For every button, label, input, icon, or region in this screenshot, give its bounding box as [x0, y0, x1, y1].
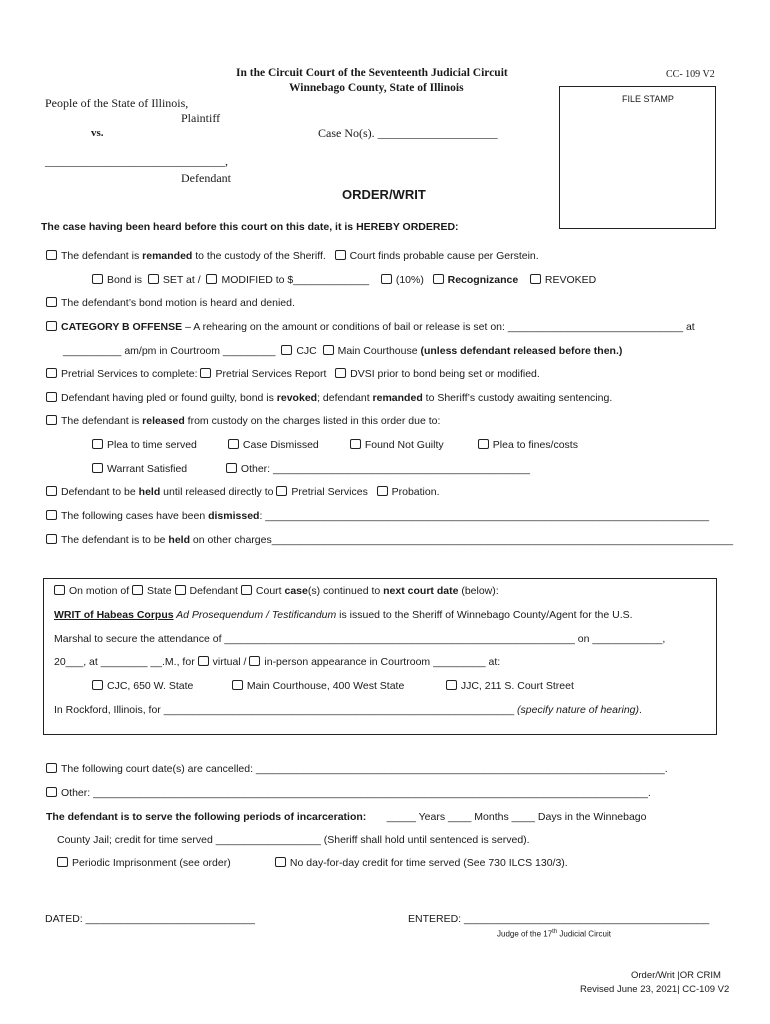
plea-fines-checkbox[interactable] — [478, 439, 489, 449]
file-stamp-box — [559, 86, 716, 229]
held-row — [46, 486, 440, 498]
dismissed-text-2: dismissed — [208, 510, 260, 522]
released-text-1: The defendant is — [61, 415, 143, 427]
other-checkbox[interactable] — [46, 787, 57, 797]
hearing-nature-row — [54, 704, 642, 716]
dvsi-label: DVSI prior to bond being set or modified. — [350, 368, 540, 380]
case-dismissed-checkbox[interactable] — [228, 439, 239, 449]
warrant-satisfied-checkbox[interactable] — [92, 463, 103, 473]
next-court-date-label: next court date — [383, 585, 459, 597]
dated-field[interactable]: DATED: _____________________________ — [45, 913, 255, 925]
held-other-checkbox[interactable] — [46, 534, 57, 544]
plea-time-served-checkbox[interactable] — [92, 439, 103, 449]
defendant-name-field[interactable]: ______________________________, — [45, 154, 228, 168]
incarceration-label: The defendant is to serve the following periods of incarceration: — [46, 811, 367, 823]
no-credit-label: No day-for-day credit for time served (See 730 ILCS 130/3). — [289, 857, 568, 869]
released-text-2: released — [142, 415, 185, 427]
location-row — [92, 680, 574, 692]
continued-row — [54, 585, 499, 597]
cancelled-row — [46, 763, 668, 775]
case-dismissed-label: Case Dismissed — [242, 439, 319, 451]
court-motion-checkbox[interactable] — [241, 585, 252, 595]
court-motion-label: Court — [255, 585, 285, 597]
pretrial-report-label: Pretrial Services Report — [215, 368, 327, 380]
marshal-row[interactable]: Marshal to secure the attendance of ____________________________________________________________ on ____________, — [54, 633, 666, 645]
below-text: (below): — [458, 585, 499, 597]
not-guilty-label: Found Not Guilty — [364, 439, 444, 451]
remanded-bold: remanded — [142, 250, 193, 262]
category-b-checkbox[interactable] — [46, 321, 57, 331]
pretrial-report-checkbox[interactable] — [200, 368, 211, 378]
county-jail-row[interactable]: County Jail; credit for time served __________________ (Sheriff shall hold until sentenced is served). — [57, 834, 530, 846]
bond-motion-label: The defendant’s bond motion is heard and denied. — [61, 297, 295, 309]
bond-row — [92, 274, 596, 286]
form-code: CC- 109 V2 — [666, 69, 715, 80]
held-other-field[interactable]: on other charges_______________________________________________________________________________ — [190, 534, 734, 546]
courtroom-row — [63, 345, 622, 357]
dismissed-field[interactable]: : ____________________________________________________________________________ — [259, 510, 710, 522]
warrant-satisfied-label: Warrant Satisfied — [107, 463, 188, 475]
on-motion-label: On motion of — [69, 585, 130, 597]
bond-label: Bond is — [107, 274, 143, 286]
modified-checkbox[interactable] — [206, 274, 217, 284]
probation-label: Probation. — [391, 486, 440, 498]
other-reason-checkbox[interactable] — [226, 463, 237, 473]
pled-text-2: revoked — [276, 392, 318, 404]
appearance-row — [54, 656, 500, 668]
set-at-checkbox[interactable] — [148, 274, 159, 284]
other-field[interactable]: Other: _______________________________________________________________________________________________. — [61, 787, 651, 799]
judge-sup: th — [552, 929, 558, 935]
probable-cause-checkbox[interactable] — [335, 250, 346, 260]
periodic-label: Periodic Imprisonment (see order) — [72, 857, 231, 869]
periodic-checkbox[interactable] — [57, 857, 68, 867]
cancelled-checkbox[interactable] — [46, 763, 57, 773]
modified-field[interactable]: MODIFIED to $_____________ — [221, 274, 370, 286]
cjc-checkbox[interactable] — [281, 345, 292, 355]
judge-text: Judge of the 17 — [497, 929, 553, 939]
other-reason-field[interactable]: Other: ____________________________________________ — [240, 463, 530, 475]
plaintiff-name: People of the State of Illinois, — [45, 96, 189, 110]
released-checkbox[interactable] — [46, 415, 57, 425]
bond-checkbox[interactable] — [92, 274, 103, 284]
court-name: In the Circuit Court of the Seventeenth Judicial Circuit — [236, 67, 508, 79]
file-stamp-label: FILE STAMP — [622, 94, 674, 104]
virtual-label: virtual / — [212, 656, 247, 668]
pretrial-checkbox[interactable] — [46, 368, 57, 378]
plaintiff-label: Plaintiff — [181, 111, 221, 125]
pretrial-services-label: Pretrial Services — [291, 486, 368, 498]
dismissed-text-1: The following cases have been — [61, 510, 209, 522]
county-name: Winnebago County, State of Illinois — [289, 82, 464, 94]
cjc-address-checkbox[interactable] — [92, 680, 103, 690]
recognizance-checkbox[interactable] — [433, 274, 444, 284]
category-b-text[interactable]: – A rehearing on the amount or conditions of bail or release is set on: ______________________________ at — [182, 321, 695, 333]
released-row — [46, 415, 440, 427]
held-other-text-1: The defendant is to be — [61, 534, 169, 546]
recognizance-label: Recognizance — [447, 274, 519, 286]
state-label: State — [147, 585, 172, 597]
release-reasons-row-2 — [92, 463, 530, 475]
cjc-address-label: CJC, 650 W. State — [107, 680, 194, 692]
unless-released-note: (unless defendant released before then.) — [420, 345, 623, 357]
incarceration-row — [46, 811, 647, 823]
defendant-motion-label: Defendant — [189, 585, 238, 597]
specify-note: (specify nature of hearing) — [517, 704, 639, 716]
periodic-row — [57, 857, 568, 869]
footer-form-name: Order/Writ |OR CRIM — [631, 970, 721, 981]
writ-text: is issued to the Sheriff of Winnebago County/Agent for the U.S. — [336, 609, 633, 621]
pretrial-row — [46, 368, 540, 380]
versus: vs. — [91, 127, 104, 139]
main-courthouse-address-checkbox[interactable] — [232, 680, 243, 690]
ten-percent-checkbox[interactable] — [381, 274, 392, 284]
other-row — [46, 787, 651, 799]
category-b-label: CATEGORY B OFFENSE — [61, 321, 183, 333]
remanded-text-end: to the custody of the Sheriff. — [192, 250, 326, 262]
dismissed-checkbox[interactable] — [46, 510, 57, 520]
probable-cause-label: Court finds probable cause per Gerstein. — [349, 250, 539, 262]
not-guilty-checkbox[interactable] — [350, 439, 361, 449]
held-checkbox[interactable] — [46, 486, 57, 496]
defendant-motion-checkbox[interactable] — [175, 585, 186, 595]
page-title: ORDER/WRIT — [342, 187, 426, 202]
writ-title: WRIT of Habeas Corpus — [54, 609, 174, 621]
ten-percent-label: (10%) — [395, 274, 424, 286]
cjc-label: CJC — [296, 345, 317, 357]
no-credit-checkbox[interactable] — [275, 857, 286, 867]
release-reasons-row-1 — [92, 439, 578, 451]
period: . — [639, 704, 642, 716]
case-bold: case — [284, 585, 308, 597]
writ-type: Ad Prosequendum / Testificandum — [173, 609, 337, 621]
entered-field[interactable]: ENTERED: __________________________________________ — [408, 913, 710, 925]
intro-text: The case having been heard before this court on this date, it is HEREBY ORDERED: — [41, 221, 459, 233]
remanded-row — [46, 250, 539, 262]
bond-motion-checkbox[interactable] — [46, 297, 57, 307]
jjc-address-label: JJC, 211 S. Court Street — [460, 680, 574, 692]
courtroom-field[interactable]: __________ am/pm in Courtroom _________ — [63, 345, 276, 357]
case-number-field[interactable]: Case No(s). ____________________ — [318, 126, 498, 140]
dvsi-checkbox[interactable] — [335, 368, 346, 378]
virtual-checkbox[interactable] — [198, 656, 209, 666]
held-text-2: held — [138, 486, 161, 498]
judge-text-end: Judicial Circuit — [557, 929, 611, 939]
dismissed-row — [46, 510, 709, 522]
main-courthouse-label: Main Courthouse — [337, 345, 418, 357]
probation-checkbox[interactable] — [377, 486, 388, 496]
pretrial-services-checkbox[interactable] — [276, 486, 287, 496]
remanded-checkbox[interactable] — [46, 250, 57, 260]
hearing-nature-field[interactable]: In Rockford, Illinois, for ____________________________________________________________ — [54, 704, 515, 716]
writ-row — [54, 609, 633, 621]
date-time-field[interactable]: 20___, at ________ __.M., for — [54, 656, 195, 668]
pled-text-4: remanded — [372, 392, 423, 404]
pled-guilty-row — [46, 392, 612, 404]
category-b-row — [46, 321, 695, 333]
plea-fines-label: Plea to fines/costs — [492, 439, 578, 451]
continued-text: (s) continued to — [307, 585, 384, 597]
pled-text-3: ; defendant — [317, 392, 373, 404]
state-checkbox[interactable] — [132, 585, 143, 595]
in-person-checkbox[interactable] — [249, 656, 260, 666]
held-other-row — [46, 534, 733, 546]
held-text-1: Defendant to be — [61, 486, 139, 498]
revoked-checkbox[interactable] — [530, 274, 541, 284]
main-courthouse-checkbox[interactable] — [323, 345, 334, 355]
jjc-address-checkbox[interactable] — [446, 680, 457, 690]
revoked-label: REVOKED — [544, 274, 597, 286]
on-motion-checkbox[interactable] — [54, 585, 65, 595]
plea-time-served-label: Plea to time served — [107, 439, 197, 451]
pled-text-1: Defendant having pled or found guilty, bond is — [61, 392, 277, 404]
pled-text-5: to Sheriff’s custody awaiting sentencing. — [422, 392, 613, 404]
held-other-text-2: held — [168, 534, 191, 546]
main-courthouse-address-label: Main Courthouse, 400 West State — [246, 680, 405, 692]
incarceration-field[interactable]: _____ Years ____ Months ____ Days in the Winnebago — [386, 811, 647, 823]
judge-label — [497, 929, 611, 939]
cancelled-field[interactable]: The following court date(s) are cancelled: ______________________________________________________________________. — [61, 763, 668, 775]
set-at-label: SET at / — [162, 274, 201, 286]
in-person-label[interactable]: in-person appearance in Courtroom _________ at: — [264, 656, 501, 668]
bond-motion-row — [46, 297, 295, 309]
released-text-3: from custody on the charges listed in this order due to: — [184, 415, 441, 427]
remanded-text: The defendant is — [61, 250, 143, 262]
defendant-label: Defendant — [181, 171, 231, 185]
footer-revision: Revised June 23, 2021| CC-109 V2 — [580, 984, 730, 995]
pled-guilty-checkbox[interactable] — [46, 392, 57, 402]
held-text-3: until released directly to — [160, 486, 274, 498]
pretrial-label: Pretrial Services to complete: — [61, 368, 198, 380]
